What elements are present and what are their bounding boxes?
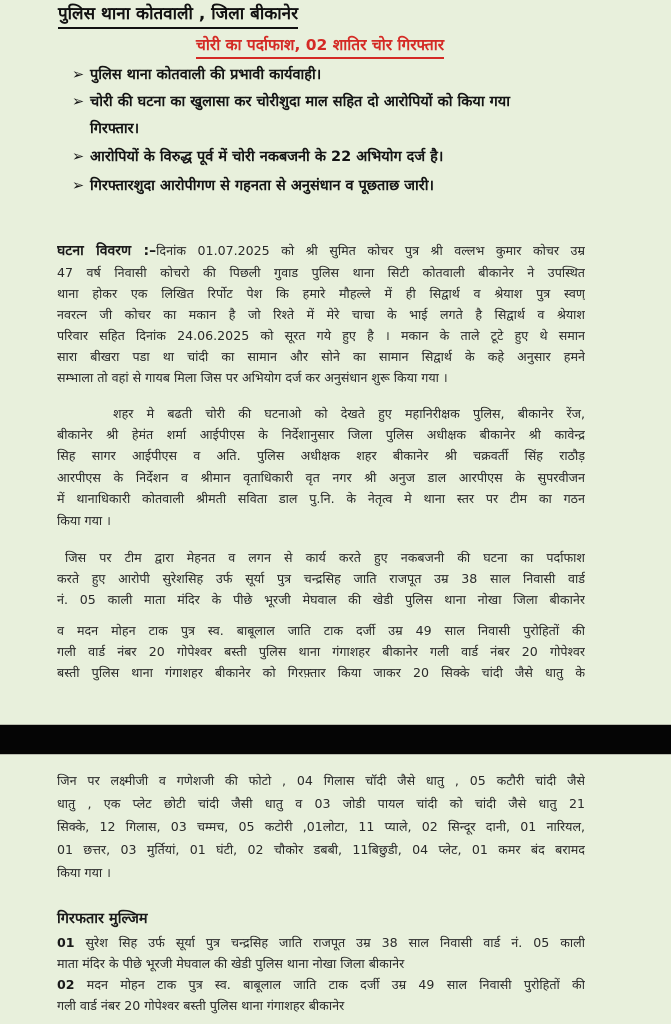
incident-line: जिस पर टीम द्वारा मेहनत व लगन से कार्य करते हुए नकबजनी की घटना का पर्दाफाश (65, 550, 585, 565)
incident-text: दिनांक 01.07.2025 को श्री सुमित कोचर पुत्र श्री वल्लभ कुमार कोचर उम्र (156, 243, 585, 258)
highlight-item (72, 65, 321, 85)
page-break-band (0, 724, 671, 755)
highlight-text: गिरफ्तारशुदा आरोपीगण से गहनता से अनुसंधान व पूछताछ जारी। (90, 178, 434, 194)
incident-label: घटना विवरण :– (57, 243, 157, 259)
incident-line: जिन पर लक्ष्मीजी व गणेशजी की फोटो , 04 गिलास चॉदी जैसे धातु , 05 कटौरी चांदी जैसे (57, 773, 585, 788)
incident-line: धातु , एक प्लेट छोटी चांदी जैसी धातु व 03 जोडी पायल चांदी को चांदी जैसे धातु 21 (57, 796, 585, 811)
incident-line: नवरत्न जी कोचर का मकान है जो रिश्ते में मेरे चाचा के भाई लगते है सिद्वार्थ व श्रेयाश (57, 307, 585, 322)
incident-line: थाना होकर एक लिखित रिर्पोट पेश कि हमारे मौहल्ले में ही सिद्वार्थ व श्रेयाश पुत्र स्वण् (57, 286, 585, 301)
incident-line: सिक्के, 12 गिलास, 03 चम्मच, 05 कटोरी ,01लोटा, 11 प्याले, 02 सिन्दूर दानी, 01 नारियल, (57, 819, 585, 834)
person-details-continued: माता मंदिर के पीछे भूरजी मेघवाल की खेडी पुलिस थाना नोखा जिला बीकानेर (57, 956, 405, 971)
incident-line: आरपीएस के निर्देशन व श्रीमान वृताधिकारी वृत नगर श्री अनुज डाल आरपीएस के सुपरवीजन (57, 470, 585, 485)
incident-line: व मदन मोहन टाक पुत्र स्व. बाबूलाल जाति टाक दर्जी उम्र 49 साल निवासी पुरोहितों की (57, 623, 585, 638)
station-heading: पुलिस थाना कोतवाली , जिला बीकानेर (58, 2, 298, 29)
arrow-right-icon: ➢ (72, 67, 85, 83)
arrow-right-icon: ➢ (72, 149, 85, 165)
incident-line: बस्ती पुलिस थाना गंगाशहर बीकानेर को गिरफ़्तार किया जाकर 20 सिक्के चांदी जैसे धातु के (57, 665, 585, 680)
headline: चोरी का पर्दाफाश, 02 शातिर चोर गिरफ्तार (196, 34, 444, 59)
incident-line: किया गया । (57, 513, 111, 528)
incident-line: बीकानेर श्री हेमंत शर्मा आईपीएस के निर्देशानुसार जिला पुलिस अधीक्षक बीकानेर श्री कावेन्द्र (57, 427, 585, 442)
person-details: सुरेश सिह उर्फ सूर्या पुत्र चन्द्रसिह जाति राजपूत उम्र 38 साल निवासी वार्ड नं. 05 काली (85, 935, 585, 950)
person-details-continued: गली वार्ड नंबर 20 गोपेश्वर बस्ती पुलिस थाना गंगाशहर बीकानेर (57, 998, 345, 1013)
arrow-right-icon: ➢ (72, 94, 85, 110)
incident-line (57, 242, 585, 260)
incident-line: परिवार सहित दिनांक 24.06.2025 को सूरत गये हुए है । मकान के ताले टूटे हुए थे समान (57, 328, 585, 343)
highlight-text-continued: गिरफ्तार। (90, 121, 140, 137)
arrested-person (57, 934, 585, 952)
highlight-item (72, 147, 443, 167)
highlight-item (72, 176, 434, 196)
arrested-heading: गिरफतार मुल्जिम (57, 911, 148, 927)
incident-line: 01 छत्तर, 03 मुर्तियां, 01 घंटी, 02 चौकोर डबबी, 11बिछुडी, 04 प्लेट, 01 कमर बंद बरामद (57, 842, 585, 857)
person-number: 02 (57, 977, 75, 992)
highlight-text: पुलिस थाना कोतवाली की प्रभावी कार्यवाही। (90, 67, 322, 83)
arrested-person (57, 976, 585, 994)
incident-line: गली वार्ड नंबर 20 गोपेश्वर बस्ती पुलिस थाना गंगाशहर बीकानेर गली वार्ड नंबर 20 गोपेश्वर (57, 644, 585, 659)
highlight-text: चोरी की घटना का खुलासा कर चोरीशुदा माल सहित दो आरोपियों को किया गया (90, 94, 510, 110)
incident-line: किया गया । (57, 865, 111, 880)
incident-line: में थानाधिकारी कोतवाली श्रीमती सविता डाल पु.नि. के नेतृत्व मे थाना स्तर पर टीम का गठन (57, 491, 585, 506)
incident-line: सिह सागर आईपीएस व अति. पुलिस अधीक्षक शहर बीकानेर श्री चक्रवर्ती सिंह राठौड़ (57, 448, 585, 463)
highlight-text: आरोपियों के विरुद्ध पूर्व में चोरी नकबजनी के 22 अभियोग दर्ज है। (90, 149, 444, 165)
highlight-item (72, 92, 510, 112)
incident-line: करते हुए आरोपी सुरेशसिह उर्फ सूर्या पुत्र चन्द्रसिह जाति राजपूत उम्र 38 साल निवासी वार्ड (57, 571, 585, 586)
arrow-right-icon: ➢ (72, 178, 85, 194)
incident-line: सम्भाला तो वहां से गायब मिला जिस पर अभियोग दर्ज कर अनुसंधान शुरू किया गया । (57, 370, 448, 385)
incident-line: 47 वर्ष निवासी कोचरो की पिछली गुवाड पुलिस थाना सिटी कोतवाली बीकानेर ने उपस्थित (57, 265, 585, 280)
incident-line: सारा बीखरा पडा था चांदी का सामान और सोने का सामान सिद्वार्थ के कहे अनुसार हमने (57, 349, 585, 364)
incident-line: नं. 05 काली माता मंदिर के पीछे भूरजी मेघवाल की खेडी पुलिस थाना नोखा जिला बीकानेर (57, 592, 585, 607)
person-number: 01 (57, 935, 75, 950)
incident-line: शहर मे बढती चोरी की घटनाओ को देखते हुए महानिरीक्षक पुलिस, बीकानेर रेंज, (113, 406, 585, 421)
person-details: मदन मोहन टाक पुत्र स्व. बाबूलाल जाति टाक दर्जी उम्र 49 साल निवासी पुरोहितों की (86, 977, 585, 992)
